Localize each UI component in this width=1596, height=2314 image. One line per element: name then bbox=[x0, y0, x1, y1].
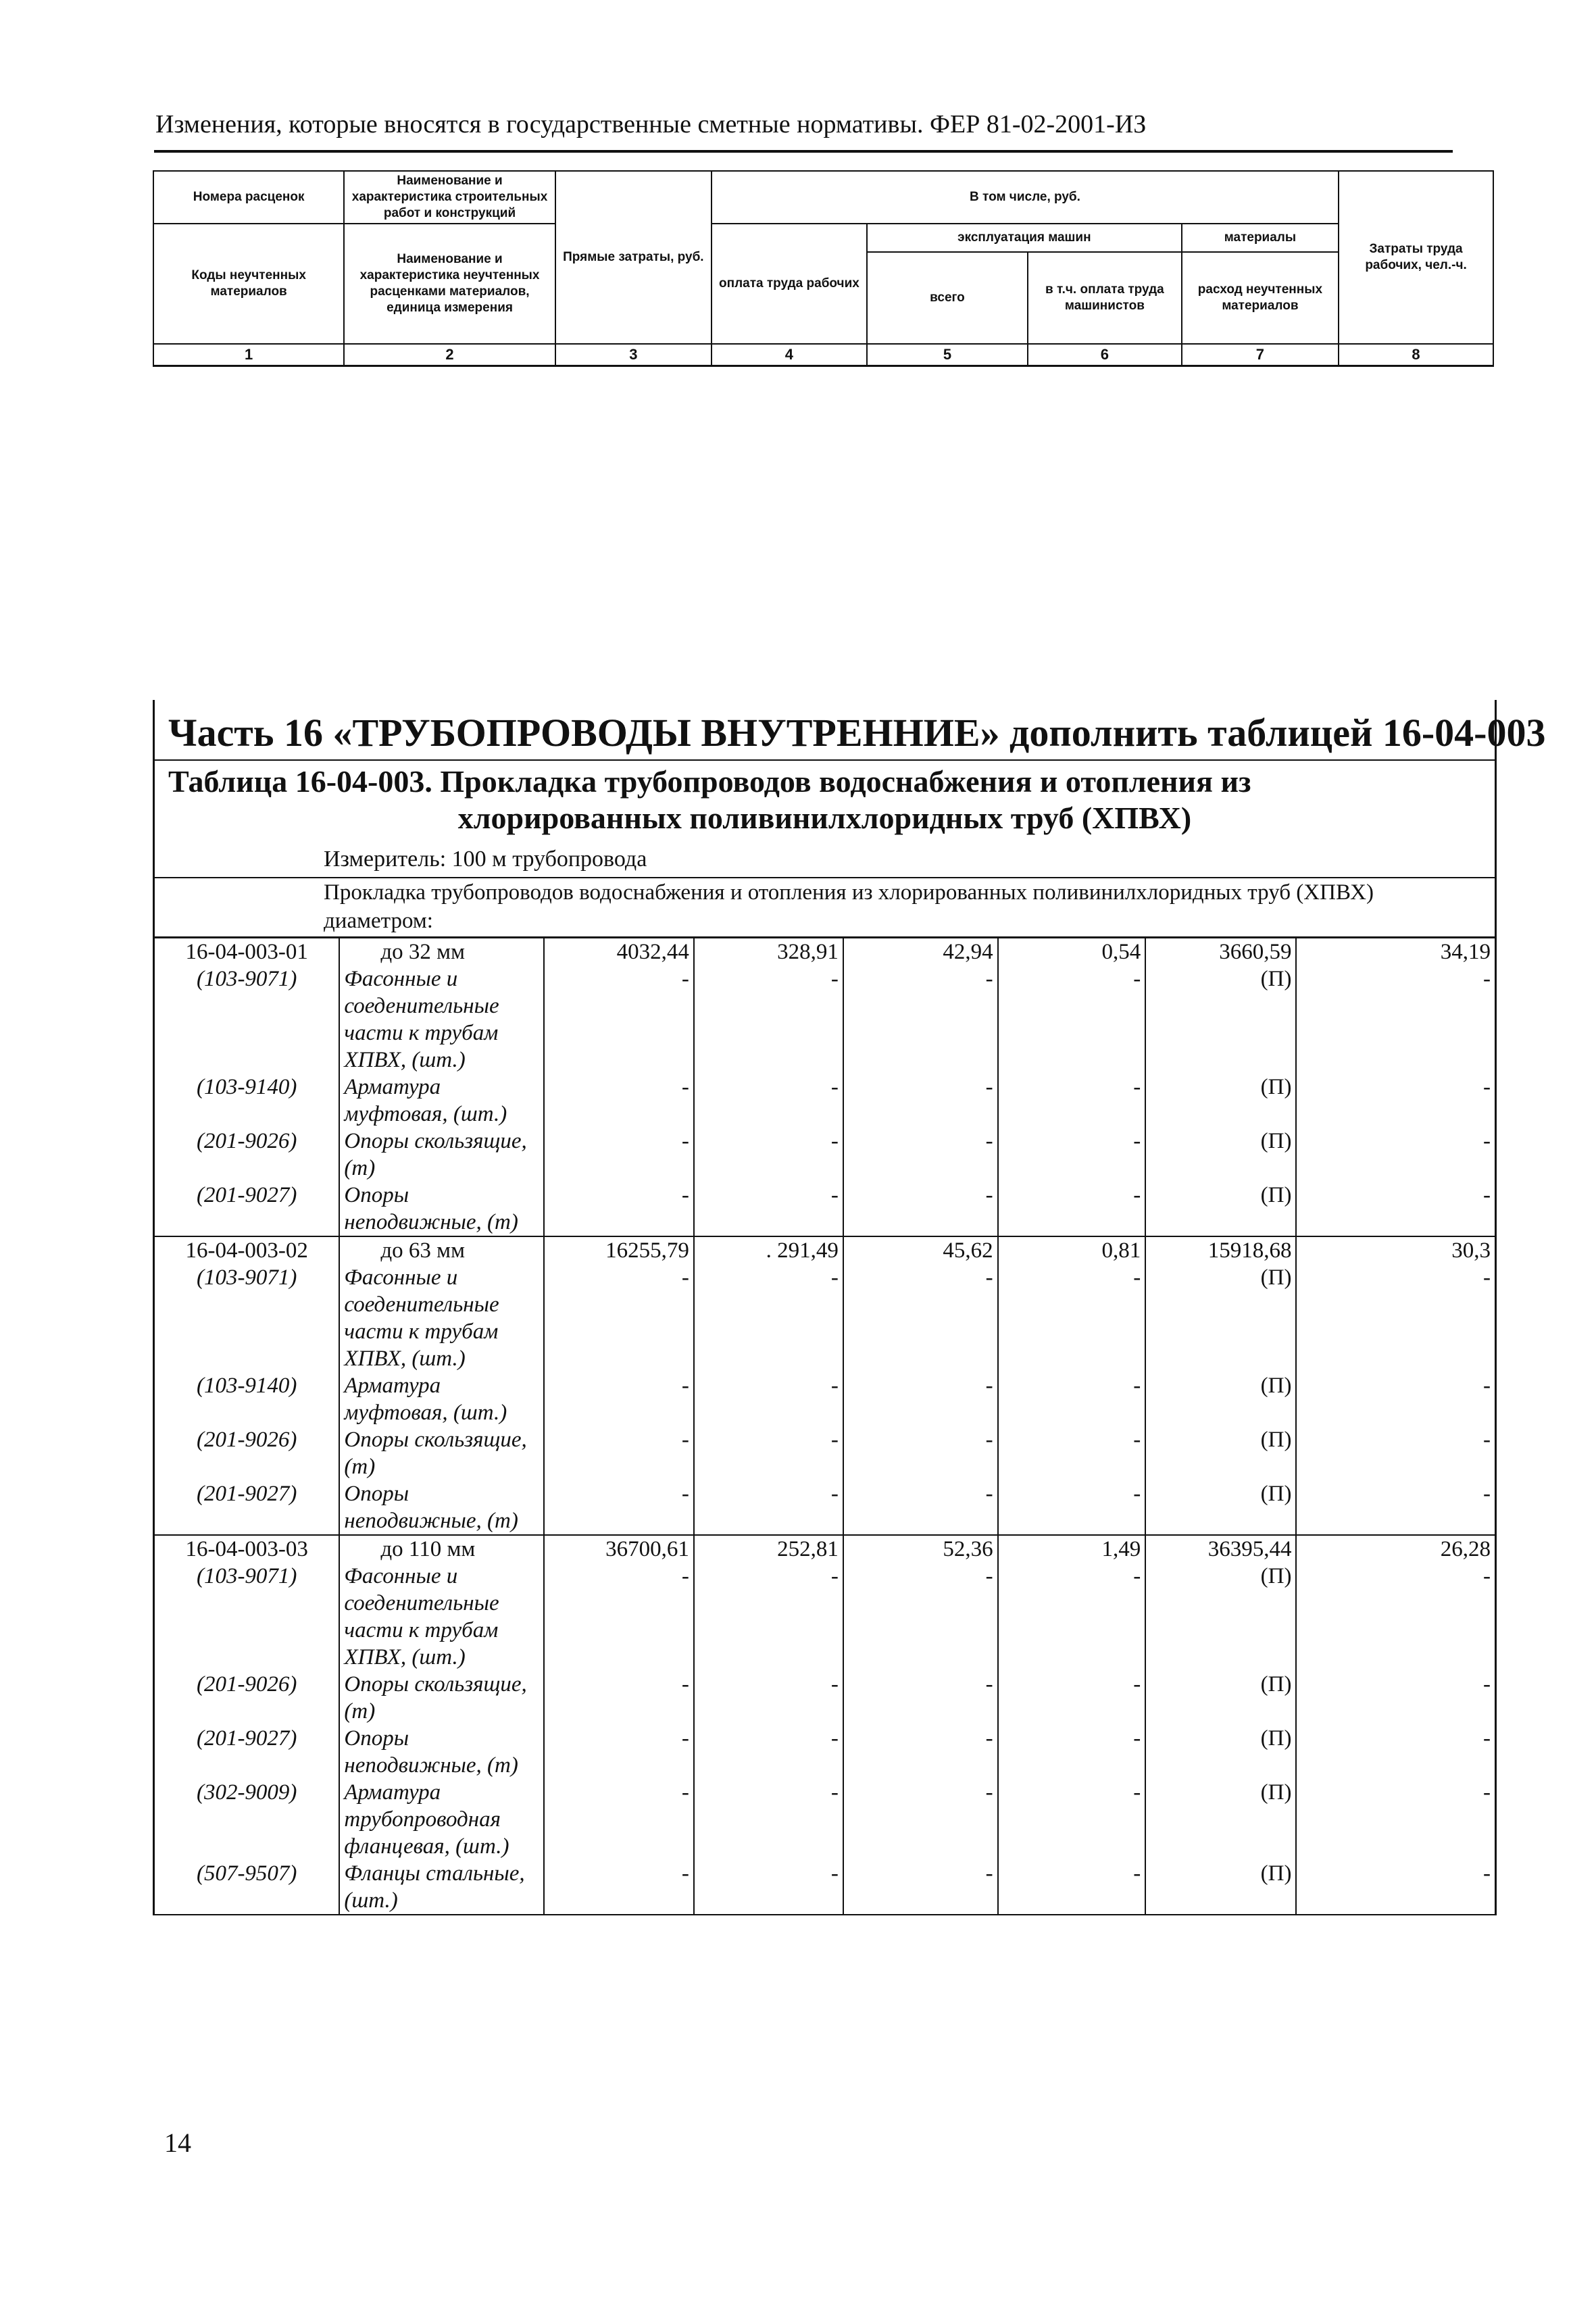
page-number: 14 bbox=[164, 2128, 191, 2158]
data-table bbox=[155, 938, 1495, 1915]
part-title-box bbox=[153, 700, 1546, 761]
table-row bbox=[155, 1860, 1495, 1915]
table-title-line2: хлорированных поливинилхлоридных труб (ХПВХ) bbox=[457, 801, 1192, 835]
cell-c5: - bbox=[843, 1074, 998, 1128]
cell-c6 bbox=[998, 1617, 1146, 1671]
material-code bbox=[155, 1020, 339, 1074]
cell-c6: 0,81 bbox=[998, 1236, 1146, 1264]
material-code: (103-9071) bbox=[196, 1564, 297, 1588]
cell-c4: - bbox=[694, 1671, 843, 1725]
material-name: Опоры неподвижные, (т) bbox=[339, 1480, 543, 1535]
cell-c8 bbox=[1296, 1833, 1495, 1860]
material-name: Опоры неподвижные, (т) bbox=[339, 1182, 543, 1236]
cell-c4 bbox=[694, 1020, 843, 1074]
cell-c6: - bbox=[998, 965, 1146, 1020]
material-name: Фасонные и соеденительные bbox=[339, 1264, 543, 1318]
material-code: (201-9027) bbox=[196, 1726, 297, 1751]
cell-c4: - bbox=[694, 1182, 843, 1236]
cell-c8: - bbox=[1296, 1671, 1495, 1725]
cell-c5: - bbox=[843, 1779, 998, 1833]
table-row bbox=[155, 1426, 1495, 1480]
material-code: (201-9026) bbox=[196, 1672, 297, 1696]
cell-c4: - bbox=[694, 1372, 843, 1426]
col-number: 8 bbox=[1339, 344, 1493, 366]
page-header: Изменения, которые вносятся в государственные сметные нормативы. ФЕР 81-02-2001-ИЗ bbox=[155, 110, 1147, 139]
cell-c5: - bbox=[843, 965, 998, 1020]
rate-code: 16-04-003-03 bbox=[155, 1535, 339, 1563]
group-description: Прокладка трубопроводов водоснабжения и отопления из хлорированных поливинилхлоридных труб (ХПВХ) диаметром: bbox=[324, 880, 1374, 933]
cell-c3 bbox=[544, 1833, 694, 1860]
cell-c6: - bbox=[998, 1182, 1146, 1236]
cell-c4 bbox=[694, 1833, 843, 1860]
col2-top-header: Наименование и характеристика строительных работ и конструкций bbox=[344, 171, 555, 224]
cell-c8: 26,28 bbox=[1296, 1535, 1495, 1563]
material-code: (103-9071) bbox=[196, 967, 297, 991]
col-number: 7 bbox=[1182, 344, 1339, 366]
cell-c5 bbox=[843, 1020, 998, 1074]
col-number: 3 bbox=[555, 344, 712, 366]
cell-c4 bbox=[694, 1617, 843, 1671]
col-number: 6 bbox=[1028, 344, 1182, 366]
table-row bbox=[155, 1264, 1495, 1318]
cell-c7 bbox=[1145, 1617, 1296, 1671]
cell-c5: - bbox=[843, 1563, 998, 1617]
cell-c3: - bbox=[544, 1074, 694, 1128]
cell-c7: (П) bbox=[1145, 1182, 1296, 1236]
col-number: 2 bbox=[344, 344, 555, 366]
col3-header: Прямые затраты, руб. bbox=[555, 171, 712, 344]
table-row bbox=[155, 1128, 1495, 1182]
col1-bottom-header: Коды неучтенных материалов bbox=[153, 224, 344, 344]
cell-c8: - bbox=[1296, 965, 1495, 1020]
cell-c3: - bbox=[544, 1264, 694, 1318]
material-code: (201-9027) bbox=[155, 1182, 339, 1236]
cell-c5: 52,36 bbox=[843, 1535, 998, 1563]
material-code: (103-9140) bbox=[196, 1075, 297, 1099]
cell-c5: - bbox=[843, 1182, 998, 1236]
cell-c3: - bbox=[544, 1563, 694, 1617]
material-name: Арматура муфтовая, (шт.) bbox=[339, 1372, 543, 1426]
cell-c8: - bbox=[1296, 1779, 1495, 1833]
cell-c3: - bbox=[544, 1671, 694, 1725]
cell-c3 bbox=[544, 1617, 694, 1671]
table-row bbox=[155, 1236, 1495, 1264]
cell-c7: (П) bbox=[1145, 1128, 1296, 1182]
cell-c8: - bbox=[1296, 1725, 1495, 1779]
col8-header: Затраты труда рабочих, чел.-ч. bbox=[1339, 171, 1493, 344]
table-row bbox=[155, 1535, 1495, 1563]
table-row bbox=[155, 1020, 1495, 1074]
cell-c5: - bbox=[843, 1725, 998, 1779]
cell-c4: 328,91 bbox=[694, 938, 843, 965]
cell-c8: - bbox=[1296, 1860, 1495, 1915]
cell-c6 bbox=[998, 1020, 1146, 1074]
cell-c4: - bbox=[694, 1480, 843, 1535]
cell-c6 bbox=[998, 1833, 1146, 1860]
material-code: (507-9507) bbox=[155, 1860, 339, 1915]
cell-c8 bbox=[1296, 1020, 1495, 1074]
table-row bbox=[155, 1480, 1495, 1535]
machines-header: эксплуатация машин bbox=[867, 224, 1182, 252]
cell-c5: - bbox=[843, 1372, 998, 1426]
cell-c5: - bbox=[843, 1480, 998, 1535]
cell-c7 bbox=[1145, 1020, 1296, 1074]
material-code: (103-9140) bbox=[196, 1374, 297, 1398]
cell-c5: 45,62 bbox=[843, 1236, 998, 1264]
cell-c5: - bbox=[843, 1128, 998, 1182]
table-title-line1: Таблица 16-04-003. Прокладка трубопроводов водоснабжения и отопления из bbox=[168, 764, 1251, 799]
cell-c3: - bbox=[544, 1372, 694, 1426]
cell-c8 bbox=[1296, 1318, 1495, 1372]
table-row bbox=[155, 1617, 1495, 1671]
cell-c4: - bbox=[694, 1779, 843, 1833]
cell-c6: - bbox=[998, 1779, 1146, 1833]
cell-c8: - bbox=[1296, 1480, 1495, 1535]
cell-c8: 34,19 bbox=[1296, 938, 1495, 965]
material-name: части к трубам ХПВХ, (шт.) bbox=[339, 1318, 543, 1372]
cell-c5: - bbox=[843, 1671, 998, 1725]
cell-c7 bbox=[1145, 1318, 1296, 1372]
col1-top-header: Номера расценок bbox=[153, 171, 344, 224]
material-name: Фасонные и соеденительные bbox=[339, 1563, 543, 1617]
material-code: (103-9071) bbox=[196, 1265, 297, 1290]
cell-c3: 4032,44 bbox=[544, 938, 694, 965]
cell-c4: - bbox=[694, 1725, 843, 1779]
cell-c3: - bbox=[544, 1860, 694, 1915]
material-code: (201-9027) bbox=[155, 1480, 339, 1535]
col7-header: расход неучтенных материалов bbox=[1182, 252, 1339, 344]
table-row bbox=[155, 1725, 1495, 1779]
measure-text: Измеритель: 100 м трубопровода bbox=[324, 847, 647, 872]
cell-c4: - bbox=[694, 1074, 843, 1128]
cell-c6: - bbox=[998, 1128, 1146, 1182]
cell-c5 bbox=[843, 1833, 998, 1860]
cell-c8: - bbox=[1296, 1182, 1495, 1236]
material-name: части к трубам ХПВХ, (шт.) bbox=[339, 1020, 543, 1074]
cell-c4: 252,81 bbox=[694, 1535, 843, 1563]
cell-c7: (П) bbox=[1145, 1074, 1296, 1128]
cell-c3: - bbox=[544, 1128, 694, 1182]
cell-c7: (П) bbox=[1145, 1725, 1296, 1779]
cell-c4: . 291,49 bbox=[694, 1236, 843, 1264]
table-row bbox=[155, 965, 1495, 1020]
material-code: (201-9026) bbox=[196, 1129, 297, 1153]
cell-c5: 42,94 bbox=[843, 938, 998, 965]
material-code: (201-9026) bbox=[196, 1428, 297, 1452]
measure-row bbox=[155, 843, 1495, 878]
cell-c6 bbox=[998, 1318, 1146, 1372]
cell-c3 bbox=[544, 1318, 694, 1372]
cell-c6: - bbox=[998, 1563, 1146, 1617]
material-code: (302-9009) bbox=[196, 1780, 297, 1805]
cell-c7: (П) bbox=[1145, 1264, 1296, 1318]
cell-c7: (П) bbox=[1145, 1426, 1296, 1480]
cell-c4: - bbox=[694, 1563, 843, 1617]
material-code bbox=[155, 1617, 339, 1671]
cell-c8: - bbox=[1296, 1128, 1495, 1182]
group-description-row bbox=[155, 878, 1495, 938]
cell-c4: - bbox=[694, 965, 843, 1020]
cell-c3: - bbox=[544, 1779, 694, 1833]
material-name: Фланцы стальные, (шт.) bbox=[339, 1860, 543, 1915]
cell-c3: 16255,79 bbox=[544, 1236, 694, 1264]
cell-c4: - bbox=[694, 1264, 843, 1318]
cell-c3 bbox=[544, 1020, 694, 1074]
norm-table-block bbox=[153, 759, 1497, 1915]
cell-c6: - bbox=[998, 1426, 1146, 1480]
cell-c6: - bbox=[998, 1725, 1146, 1779]
table-row bbox=[155, 1779, 1495, 1833]
table-title bbox=[155, 759, 1495, 843]
cell-c6: - bbox=[998, 1372, 1146, 1426]
col-number: 1 bbox=[153, 344, 344, 366]
cell-c6: 1,49 bbox=[998, 1535, 1146, 1563]
work-name: до 110 мм bbox=[339, 1535, 543, 1563]
cell-c5: - bbox=[843, 1860, 998, 1915]
table-row bbox=[155, 1182, 1495, 1236]
cell-c6: - bbox=[998, 1480, 1146, 1535]
cell-c4: - bbox=[694, 1860, 843, 1915]
cell-c8: - bbox=[1296, 1264, 1495, 1318]
cell-c5: - bbox=[843, 1426, 998, 1480]
col2-bottom-header: Наименование и характеристика неучтенных расценками материалов, единица измерения bbox=[344, 224, 555, 344]
col-number: 4 bbox=[712, 344, 867, 366]
cell-c4: - bbox=[694, 1426, 843, 1480]
cell-c5 bbox=[843, 1318, 998, 1372]
cell-c6: - bbox=[998, 1074, 1146, 1128]
table-row bbox=[155, 1671, 1495, 1725]
material-name: Арматура трубопроводная bbox=[339, 1779, 543, 1833]
cell-c8: - bbox=[1296, 1563, 1495, 1617]
cell-c3: 36700,61 bbox=[544, 1535, 694, 1563]
cell-c7: (П) bbox=[1145, 965, 1296, 1020]
cell-c7: (П) bbox=[1145, 1372, 1296, 1426]
cell-c3: - bbox=[544, 1480, 694, 1535]
header-rule bbox=[154, 150, 1453, 153]
rate-code: 16-04-003-01 bbox=[185, 940, 308, 964]
cell-c7: (П) bbox=[1145, 1480, 1296, 1535]
cell-c5 bbox=[843, 1617, 998, 1671]
cell-c3: - bbox=[544, 1182, 694, 1236]
cell-c7: (П) bbox=[1145, 1779, 1296, 1833]
material-code bbox=[155, 1833, 339, 1860]
cell-c8: 30,3 bbox=[1296, 1236, 1495, 1264]
cell-c3: - bbox=[544, 1725, 694, 1779]
group-header: В том числе, руб. bbox=[712, 171, 1339, 224]
table-row bbox=[155, 1074, 1495, 1128]
rate-code: 16-04-003-02 bbox=[155, 1236, 339, 1264]
material-code bbox=[155, 1318, 339, 1372]
cell-c4: - bbox=[694, 1128, 843, 1182]
cell-c7: 15918,68 bbox=[1145, 1236, 1296, 1264]
cell-c8 bbox=[1296, 1617, 1495, 1671]
cell-c7: 3660,59 bbox=[1145, 938, 1296, 965]
col6-header: в т.ч. оплата труда машинистов bbox=[1028, 252, 1182, 344]
cell-c8: - bbox=[1296, 1372, 1495, 1426]
material-name: Опоры скользящие, (т) bbox=[339, 1671, 543, 1725]
table-row bbox=[155, 1318, 1495, 1372]
table-row bbox=[155, 938, 1495, 965]
table-row bbox=[155, 1563, 1495, 1617]
cell-c3: - bbox=[544, 1426, 694, 1480]
cell-c3: - bbox=[544, 965, 694, 1020]
cell-c4 bbox=[694, 1318, 843, 1372]
cell-c7: (П) bbox=[1145, 1563, 1296, 1617]
material-name: Фасонные и соеденительные bbox=[339, 965, 543, 1020]
cell-c6: - bbox=[998, 1860, 1146, 1915]
cell-c7: (П) bbox=[1145, 1860, 1296, 1915]
cell-c6: - bbox=[998, 1264, 1146, 1318]
cell-c5: - bbox=[843, 1264, 998, 1318]
work-name: до 32 мм bbox=[339, 938, 543, 965]
table-row bbox=[155, 1372, 1495, 1426]
col4-header: оплата труда рабочих bbox=[712, 224, 867, 344]
cell-c6: 0,54 bbox=[998, 938, 1146, 965]
cell-c8: - bbox=[1296, 1074, 1495, 1128]
table-row bbox=[155, 1833, 1495, 1860]
cell-c7: (П) bbox=[1145, 1671, 1296, 1725]
material-name: Опоры скользящие, (т) bbox=[339, 1128, 543, 1182]
col-number: 5 bbox=[867, 344, 1028, 366]
material-name: Арматура муфтовая, (шт.) bbox=[339, 1074, 543, 1128]
cell-c7 bbox=[1145, 1833, 1296, 1860]
material-name: части к трубам ХПВХ, (шт.) bbox=[339, 1617, 543, 1671]
material-name: фланцевая, (шт.) bbox=[339, 1833, 543, 1860]
part-title: Часть 16 «ТРУБОПРОВОДЫ ВНУТРЕННИЕ» дополнить таблицей 16-04-003 bbox=[168, 711, 1546, 755]
work-name: до 63 мм bbox=[339, 1236, 543, 1264]
col5-header: всего bbox=[867, 252, 1028, 344]
cell-c7: 36395,44 bbox=[1145, 1535, 1296, 1563]
cell-c8: - bbox=[1296, 1426, 1495, 1480]
material-name: Опоры скользящие, (т) bbox=[339, 1426, 543, 1480]
cell-c6: - bbox=[998, 1671, 1146, 1725]
column-header-table bbox=[153, 170, 1494, 367]
materials-header: материалы bbox=[1182, 224, 1339, 252]
material-name: Опоры неподвижные, (т) bbox=[339, 1725, 543, 1779]
